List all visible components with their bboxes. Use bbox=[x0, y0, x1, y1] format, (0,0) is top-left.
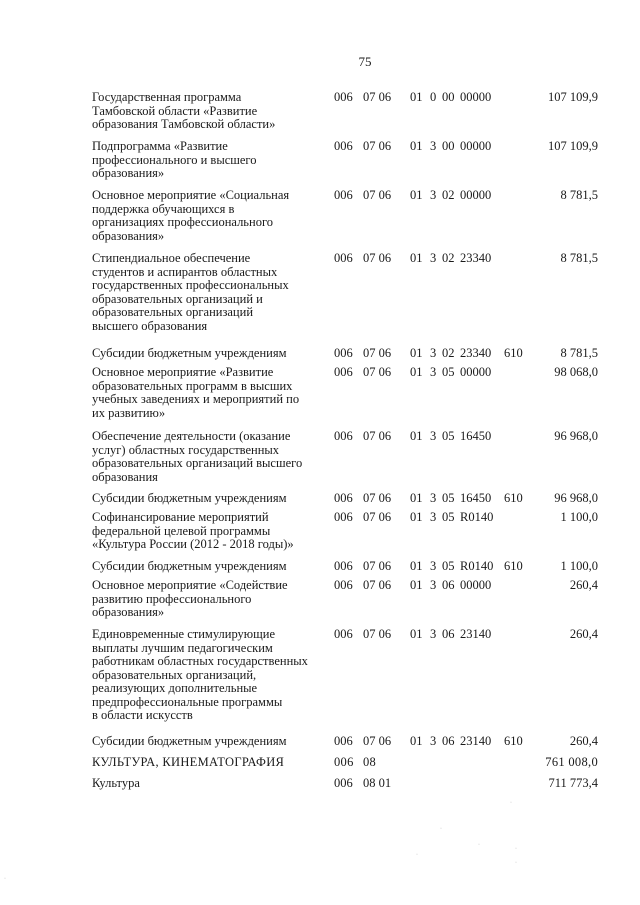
program-code: 01 bbox=[410, 429, 423, 443]
admin-code: 006 bbox=[334, 776, 353, 790]
admin-code: 006 bbox=[334, 188, 353, 202]
admin-code: 006 bbox=[334, 578, 353, 592]
expense-type-code: 610 bbox=[504, 346, 523, 360]
amount: 1 100,0 bbox=[560, 559, 598, 573]
row-name: Государственная программа Тамбовской области «Развитие образования Тамбовской области» bbox=[92, 90, 276, 131]
subprogram-code: 3 bbox=[430, 346, 437, 360]
event-code: 00 bbox=[442, 139, 455, 153]
event-code: 06 bbox=[442, 627, 455, 641]
row-name: Основное мероприятие «Социальная поддержка обучающихся в организациях профессионального образования» bbox=[92, 188, 290, 243]
subprogram-code: 3 bbox=[430, 627, 437, 641]
admin-code: 006 bbox=[334, 429, 353, 443]
direction-code: 00000 bbox=[460, 188, 492, 202]
subprogram-code: 3 bbox=[430, 734, 437, 748]
subprogram-code: 3 bbox=[430, 578, 437, 592]
program-code: 01 bbox=[410, 188, 423, 202]
direction-code: 23340 bbox=[460, 251, 492, 265]
event-code: 06 bbox=[442, 734, 455, 748]
program-code: 01 bbox=[410, 346, 423, 360]
program-code: 01 bbox=[410, 365, 423, 379]
event-code: 05 bbox=[442, 510, 455, 524]
program-code: 01 bbox=[410, 559, 423, 573]
subprogram-code: 3 bbox=[430, 559, 437, 573]
amount: 260,4 bbox=[569, 578, 598, 592]
scan-speck: · bbox=[4, 876, 6, 882]
amount: 761 008,0 bbox=[545, 755, 598, 769]
admin-code: 006 bbox=[334, 251, 353, 265]
admin-code: 006 bbox=[334, 627, 353, 641]
row-name: Основное мероприятие «Развитие образовательных программ в высших учебных заведениях и мероприятий по их развитию» bbox=[92, 365, 300, 420]
event-code: 00 bbox=[442, 90, 455, 104]
row-name: Обеспечение деятельности (оказание услуг) областных государственных образовательных организаций высшего образования bbox=[92, 429, 303, 484]
row-name: Стипендиальное обеспечение студентов и аспирантов областных государственных профессиональных образовательных организаций и образовательных организаций высшего образования bbox=[92, 251, 289, 333]
admin-code: 006 bbox=[334, 139, 353, 153]
section-code: 07 06 bbox=[363, 559, 392, 573]
admin-code: 006 bbox=[334, 734, 353, 748]
program-code: 01 bbox=[410, 139, 423, 153]
expense-type-code: 610 bbox=[504, 734, 523, 748]
scan-speck: · bbox=[478, 842, 480, 848]
admin-code: 006 bbox=[334, 491, 353, 505]
subprogram-code: 3 bbox=[430, 139, 437, 153]
section-code: 07 06 bbox=[363, 365, 392, 379]
event-code: 06 bbox=[442, 578, 455, 592]
direction-code: 23140 bbox=[460, 734, 492, 748]
amount: 8 781,5 bbox=[560, 346, 598, 360]
program-code: 01 bbox=[410, 491, 423, 505]
section-code: 08 01 bbox=[363, 776, 392, 790]
section-code: 07 06 bbox=[363, 734, 392, 748]
row-name: Софинансирование мероприятий федеральной целевой программы «Культура России (2012 - 2018 годы)» bbox=[92, 510, 294, 551]
subprogram-code: 3 bbox=[430, 491, 437, 505]
amount: 98 068,0 bbox=[554, 365, 598, 379]
section-code: 08 bbox=[363, 755, 377, 769]
admin-code: 006 bbox=[334, 559, 353, 573]
admin-code: 006 bbox=[334, 510, 353, 524]
subprogram-code: 3 bbox=[430, 188, 437, 202]
event-code: 05 bbox=[442, 491, 455, 505]
expense-type-code: 610 bbox=[504, 559, 523, 573]
event-code: 05 bbox=[442, 365, 455, 379]
row-name: Подпрограмма «Развитие профессионального и высшего образования» bbox=[92, 139, 257, 180]
scan-speck: · bbox=[510, 800, 512, 806]
row-name: Субсидии бюджетным учреждениям bbox=[92, 559, 287, 573]
section-code: 07 06 bbox=[363, 429, 392, 443]
program-code: 01 bbox=[410, 734, 423, 748]
amount: 260,4 bbox=[569, 627, 598, 641]
section-code: 07 06 bbox=[363, 491, 392, 505]
amount: 711 773,4 bbox=[548, 776, 598, 790]
program-code: 01 bbox=[410, 510, 423, 524]
direction-code: 16450 bbox=[460, 429, 492, 443]
section-code: 07 06 bbox=[363, 510, 392, 524]
amount: 107 109,9 bbox=[548, 90, 598, 104]
subprogram-code: 0 bbox=[430, 90, 437, 104]
section-code: 07 06 bbox=[363, 627, 392, 641]
section-code: 07 06 bbox=[363, 188, 392, 202]
admin-code: 006 bbox=[334, 755, 354, 769]
scan-speck: · bbox=[515, 860, 517, 866]
admin-code: 006 bbox=[334, 90, 353, 104]
section-code: 07 06 bbox=[363, 578, 392, 592]
amount: 96 968,0 bbox=[554, 491, 598, 505]
program-code: 01 bbox=[410, 90, 423, 104]
amount: 260,4 bbox=[569, 734, 598, 748]
direction-code: R0140 bbox=[460, 510, 494, 524]
row-name: КУЛЬТУРА, КИНЕМАТОГРАФИЯ bbox=[92, 755, 285, 769]
subprogram-code: 3 bbox=[430, 251, 437, 265]
direction-code: R0140 bbox=[460, 559, 494, 573]
scan-speck: · bbox=[515, 846, 517, 852]
admin-code: 006 bbox=[334, 346, 353, 360]
amount: 107 109,9 bbox=[548, 139, 598, 153]
direction-code: 16450 bbox=[460, 491, 492, 505]
page-number: 75 bbox=[358, 54, 372, 69]
scan-speck: · bbox=[416, 852, 418, 858]
event-code: 02 bbox=[442, 251, 455, 265]
row-name: Субсидии бюджетным учреждениям bbox=[92, 346, 287, 360]
row-name: Субсидии бюджетным учреждениям bbox=[92, 491, 287, 505]
row-name: Культура bbox=[92, 776, 140, 790]
amount: 96 968,0 bbox=[554, 429, 598, 443]
direction-code: 00000 bbox=[460, 90, 492, 104]
event-code: 02 bbox=[442, 188, 455, 202]
section-code: 07 06 bbox=[363, 139, 392, 153]
direction-code: 23140 bbox=[460, 627, 492, 641]
event-code: 05 bbox=[442, 559, 455, 573]
direction-code: 00000 bbox=[460, 578, 492, 592]
amount: 8 781,5 bbox=[560, 251, 598, 265]
row-name: Субсидии бюджетным учреждениям bbox=[92, 734, 287, 748]
admin-code: 006 bbox=[334, 365, 353, 379]
amount: 8 781,5 bbox=[560, 188, 598, 202]
program-code: 01 bbox=[410, 251, 423, 265]
expense-type-code: 610 bbox=[504, 491, 523, 505]
section-code: 07 06 bbox=[363, 251, 392, 265]
direction-code: 00000 bbox=[460, 139, 492, 153]
event-code: 02 bbox=[442, 346, 455, 360]
row-name: Единовременные стимулирующие выплаты лучшим педагогическим работникам областных государственных образовательных организаций, реализующих дополнительные предпрофессиональные программы в области искусств bbox=[92, 627, 308, 722]
scan-speck: · bbox=[440, 826, 442, 832]
direction-code: 00000 bbox=[460, 365, 492, 379]
section-code: 07 06 bbox=[363, 90, 392, 104]
event-code: 05 bbox=[442, 429, 455, 443]
amount: 1 100,0 bbox=[560, 510, 598, 524]
subprogram-code: 3 bbox=[430, 510, 437, 524]
direction-code: 23340 bbox=[460, 346, 492, 360]
section-code: 07 06 bbox=[363, 346, 392, 360]
row-name: Основное мероприятие «Содействие развитию профессионального образования» bbox=[92, 578, 288, 619]
subprogram-code: 3 bbox=[430, 429, 437, 443]
program-code: 01 bbox=[410, 578, 423, 592]
subprogram-code: 3 bbox=[430, 365, 437, 379]
program-code: 01 bbox=[410, 627, 423, 641]
